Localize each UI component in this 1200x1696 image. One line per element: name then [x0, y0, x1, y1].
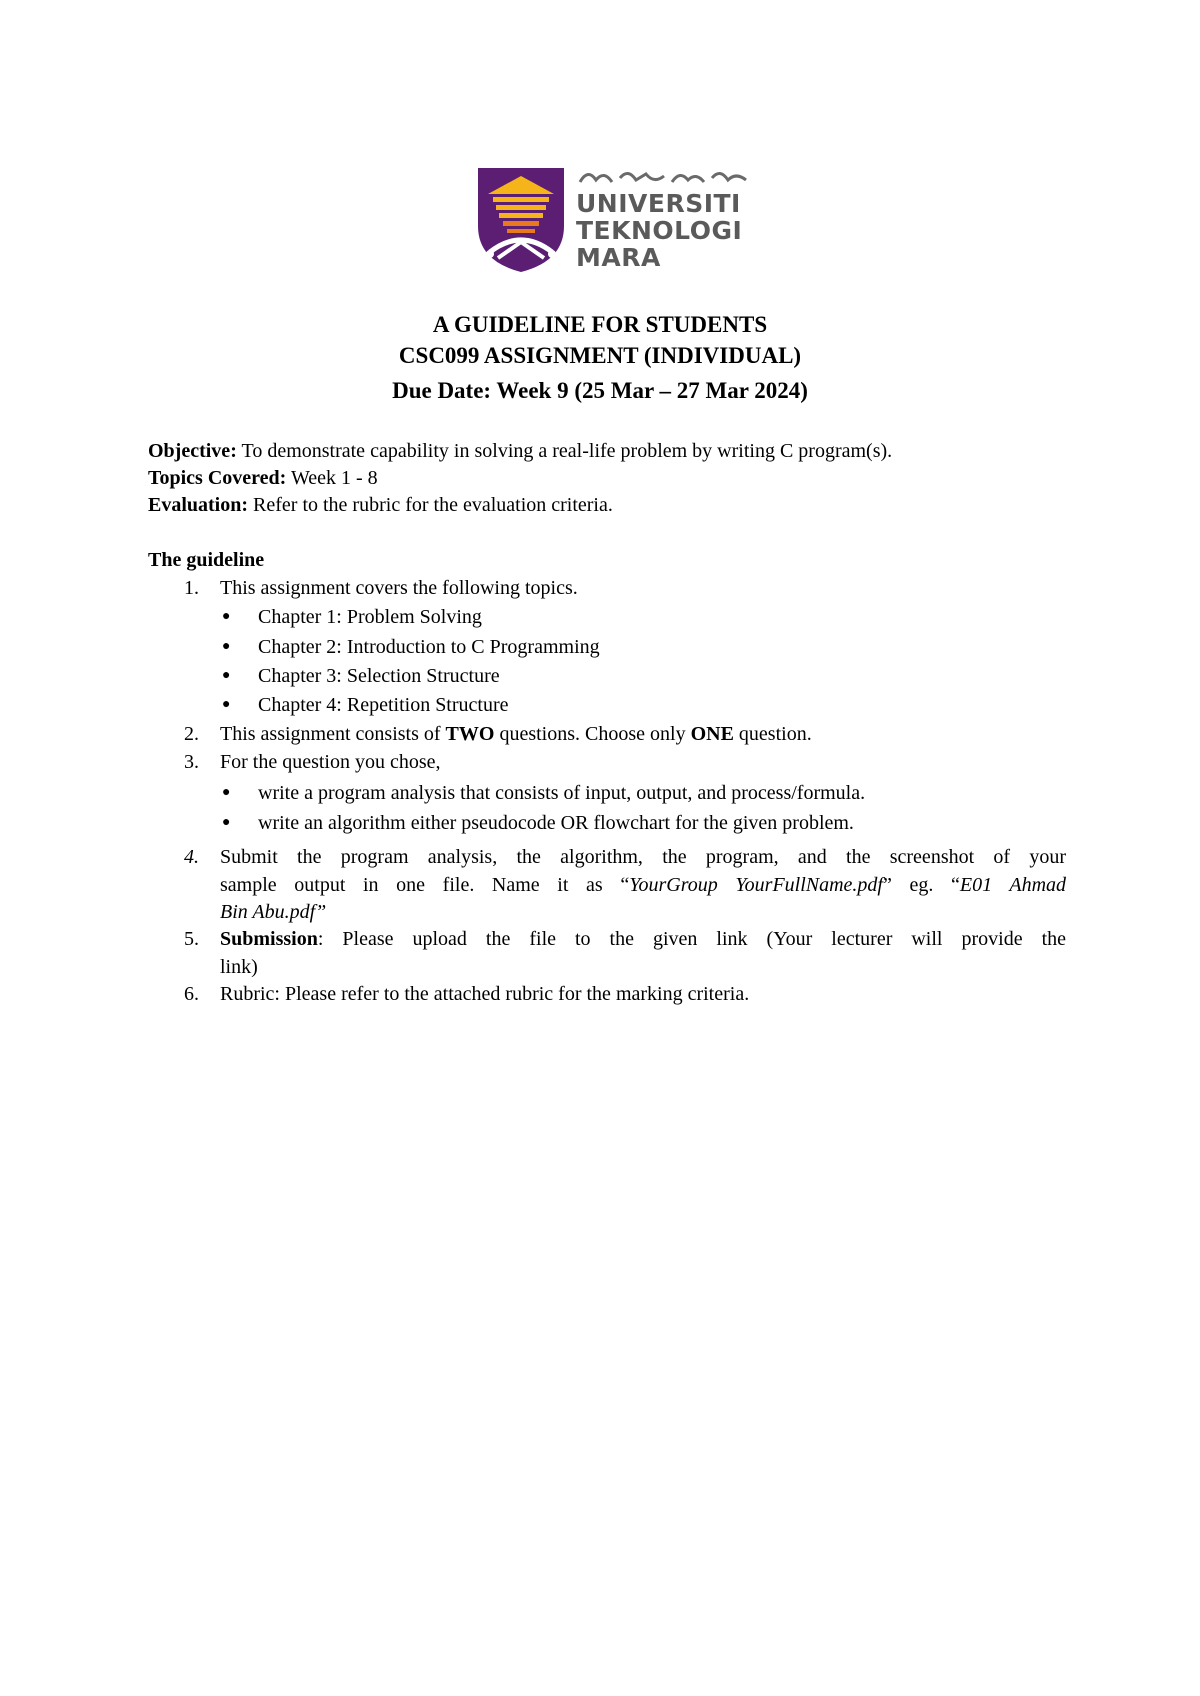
item-6-text: Rubric: Please refer to the attached rubric for the marking criteria. [220, 983, 750, 1005]
item-1-number: 1. [184, 577, 199, 599]
item-4-example: E01 Ahmad [959, 874, 1067, 896]
objective-label: Objective: [148, 440, 237, 462]
item-5-text: : Please upload the file to the given link (Your lecturer will provide the [317, 928, 1066, 950]
item-3-bullet: write an algorithm either pseudocode OR flowchart for the given problem. [258, 812, 854, 834]
item-5-line-2: link) [220, 956, 258, 978]
item-2-text-c: question. [733, 723, 812, 745]
item-4-number: 4. [184, 846, 199, 868]
logo-wordmark [576, 190, 742, 271]
bullet-icon: ● [222, 697, 231, 712]
topics-covered [148, 467, 378, 490]
evaluation-text: Refer to the rubric for the evaluation criteria. [248, 494, 613, 516]
item-2-bold-one: ONE [690, 723, 734, 745]
item-4-line-2 [220, 874, 1066, 897]
item-5-line-1 [220, 928, 1066, 951]
objective [148, 440, 892, 463]
item-2-text [220, 723, 812, 746]
evaluation-label: Evaluation: [148, 494, 249, 516]
item-1-bullet: Chapter 2: Introduction to C Programming [258, 636, 600, 658]
item-3-text: For the question you chose, [220, 751, 441, 773]
item-4-line-3: Bin Abu.pdf” [220, 901, 327, 923]
item-3-number: 3. [184, 751, 199, 773]
item-3-bullet: write a program analysis that consists of input, output, and process/formula. [258, 782, 866, 804]
item-4-filename-pattern: YourGroup YourFullName.pdf [629, 874, 883, 896]
logo-line-2: TEKNOLOGI [576, 216, 743, 245]
guideline-heading: The guideline [148, 549, 265, 571]
logo-crest-icon [476, 166, 576, 276]
logo-arabic-script [576, 166, 756, 188]
title-line-2: CSC099 ASSIGNMENT (INDIVIDUAL) [398, 343, 802, 368]
item-1-bullet: Chapter 3: Selection Structure [258, 665, 500, 687]
university-logo [476, 166, 756, 276]
bullet-icon: ● [222, 668, 231, 683]
item-1-bullet: Chapter 4: Repetition Structure [258, 694, 509, 716]
item-5-number: 5. [184, 928, 199, 950]
topics-text: Week 1 - 8 [286, 467, 378, 489]
item-1-text: This assignment covers the following topics. [220, 577, 578, 599]
logo-line-1: UNIVERSITI [576, 189, 741, 218]
bullet-icon: ● [222, 815, 231, 830]
item-2-number: 2. [184, 723, 199, 745]
item-1-bullet: Chapter 1: Problem Solving [258, 606, 482, 628]
item-6-number: 6. [184, 983, 199, 1005]
objective-text: To demonstrate capability in solving a real-life problem by writing C program(s). [236, 440, 893, 462]
due-date: Due Date: Week 9 (25 Mar – 27 Mar 2024) [392, 378, 808, 403]
item-2-text-b: questions. Choose only [494, 723, 691, 745]
bullet-icon: ● [222, 639, 231, 654]
submission-label: Submission [220, 928, 318, 950]
evaluation [148, 494, 613, 517]
title-line-1: A GUIDELINE FOR STUDENTS [432, 312, 768, 337]
item-2-bold-two: TWO [445, 723, 495, 745]
topics-label: Topics Covered: [148, 467, 287, 489]
item-4-text-a: sample output in one file. Name it as “ [220, 874, 630, 896]
bullet-icon: ● [222, 609, 231, 624]
item-2-text-a: This assignment consists of [220, 723, 446, 745]
bullet-icon: ● [222, 785, 231, 800]
item-4-line-1: Submit the program analysis, the algorithm, the program, and the screenshot of your [220, 846, 1066, 868]
logo-line-3: MARA [576, 243, 661, 272]
item-4-text-c: ” eg. “ [883, 874, 960, 896]
